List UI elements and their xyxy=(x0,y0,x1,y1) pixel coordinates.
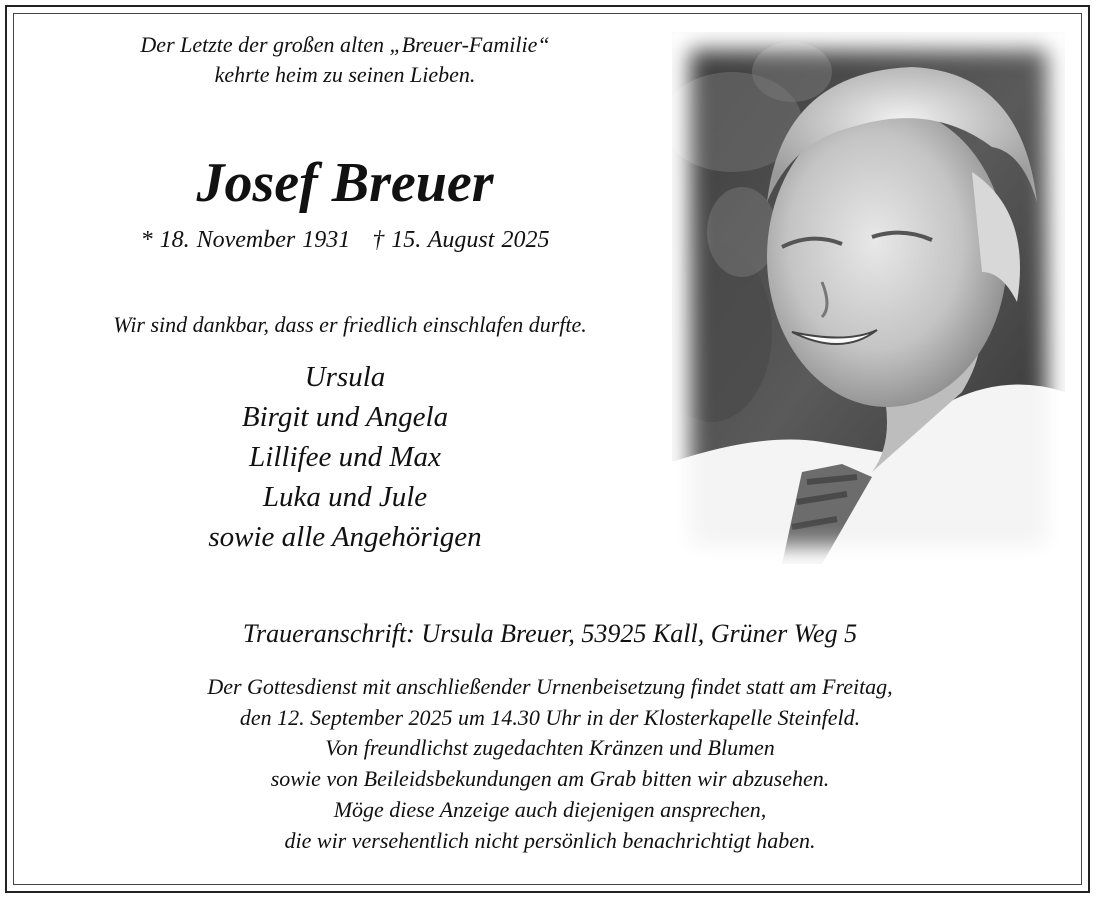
intro-text xyxy=(60,30,630,90)
life-dates xyxy=(60,224,630,256)
portrait-icon xyxy=(672,32,1065,564)
family-member: Birgit und Angela xyxy=(241,401,449,433)
notice-line: Der Gottesdienst mit anschließender Urnenbeisetzung findet statt am Freitag, xyxy=(207,674,893,699)
intro-line: kehrte heim zu seinen Lieben. xyxy=(214,62,476,87)
family-member: Ursula xyxy=(304,361,386,393)
portrait-photo xyxy=(672,32,1065,564)
funeral-notice xyxy=(80,672,1020,856)
death-date: † 15. August 2025 xyxy=(372,227,550,253)
birth-date: * 18. November 1931 xyxy=(140,227,351,253)
family-member: sowie alle Angehörigen xyxy=(208,521,482,553)
family-list xyxy=(60,357,630,557)
notice-line: sowie von Beileidsbekundungen am Grab bitten wir abzusehen. xyxy=(270,766,830,792)
notice-line: die wir versehentlich nicht persönlich benachrichtigt haben. xyxy=(284,827,816,853)
notice-line: Möge diese Anzeige auch diejenigen ansprechen, xyxy=(333,796,767,822)
family-member: Lillifee und Max xyxy=(249,441,441,473)
family-member: Luka und Jule xyxy=(262,481,428,513)
deceased-name: Josef Breuer xyxy=(196,152,494,214)
mourning-address: Traueranschrift: Ursula Breuer, 53925 Kall, Grüner Weg 5 xyxy=(242,619,858,648)
thanks-text: Wir sind dankbar, dass er friedlich einschlafen durfte. xyxy=(113,312,587,337)
intro-line: Der Letzte der großen alten „Breuer-Familie“ xyxy=(140,32,550,57)
notice-line: den 12. September 2025 um 14.30 Uhr in der Klosterkapelle Steinfeld. xyxy=(239,704,861,730)
notice-line: Von freundlichst zugedachten Kränzen und Blumen xyxy=(325,735,775,761)
